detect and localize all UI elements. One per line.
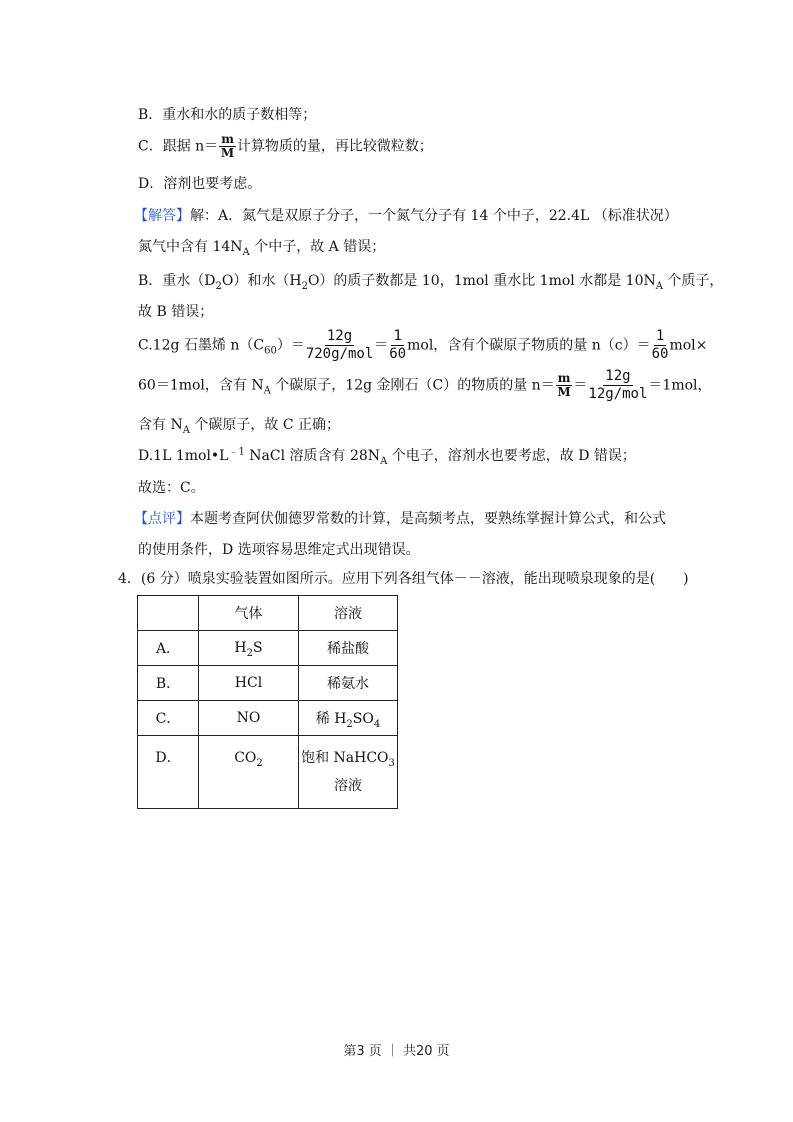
subscript: 2: [215, 280, 222, 292]
text: mol×: [669, 337, 708, 354]
subscript: 3: [388, 757, 395, 769]
answer-line-4: 故 B 错误；: [138, 304, 214, 320]
hint-c-pre: C．跟据 n＝: [138, 138, 219, 155]
fraction: [389, 328, 406, 363]
text: D.1L 1mol•L: [138, 448, 229, 464]
subscript: 2: [301, 280, 308, 292]
option-cell: B．: [138, 666, 199, 701]
comment-text: 本题考查阿伏伽德罗常数的计算，是高频考点，要熟练掌握计算公式，和公式: [190, 511, 666, 527]
subscript: 2: [256, 757, 263, 769]
option-cell: C．: [138, 701, 199, 736]
table-row: [138, 666, 398, 701]
answer-line-8: [138, 447, 636, 465]
table-row: [138, 736, 398, 809]
text: O）的质子数都是 10，1mol 重水比 1mol 水都是 10N: [307, 273, 656, 289]
hint-d: D．溶剂也要考虑。: [138, 176, 262, 192]
answer-line-1: [134, 207, 678, 225]
text: ＝1mol，: [648, 377, 712, 394]
text: B．重水（D: [138, 273, 216, 289]
text: 溶液: [334, 778, 362, 794]
text: 饱和 NaHCO: [301, 750, 389, 766]
fraction-numerator: m: [557, 371, 571, 385]
table-header-row: [138, 596, 398, 631]
formula-fraction: [219, 133, 236, 160]
text: CO: [234, 750, 257, 766]
solution-cell: 稀盐酸: [299, 631, 398, 666]
text: 个电子，溶剂水也要考虑，故 D 错误；: [387, 448, 636, 464]
text: C.12g 石墨烯 n（C: [138, 337, 265, 354]
subscript: A: [380, 455, 388, 467]
answer-line-9: 故选：C。: [138, 480, 205, 496]
fraction-denominator: 720g/mol: [305, 346, 374, 362]
fraction-denominator: M: [557, 385, 571, 399]
fraction: [652, 328, 669, 363]
header-cell: 气体: [199, 596, 299, 631]
text: NaCl 溶质含有 28N: [244, 448, 381, 464]
gas-cell: HCl: [199, 666, 299, 701]
fraction: [588, 368, 647, 403]
subscript: A: [182, 424, 190, 436]
table-row: [138, 701, 398, 736]
option-cell: D．: [138, 736, 199, 809]
fraction-denominator: M: [220, 146, 235, 160]
fraction-denominator: 60: [389, 346, 407, 362]
hint-c-post: 计算物质的量，再比较微粒数；: [236, 138, 433, 155]
solution-cell: [299, 736, 398, 809]
options-table: [137, 595, 398, 809]
subscript: A: [242, 246, 250, 258]
answer-tag: 【解答】: [134, 208, 190, 224]
header-cell: 溶液: [299, 596, 398, 631]
answer-line-3: [138, 272, 723, 290]
text: 个碳原子，故 C 正确；: [189, 417, 340, 433]
fraction: [306, 328, 373, 363]
page-footer: 第3 页 ｜ 共20 页: [343, 1044, 450, 1059]
gas-cell: [199, 631, 299, 666]
text: ＝: [573, 377, 588, 394]
subscript: A: [655, 280, 663, 292]
table-row: [138, 631, 398, 666]
text: 稀 H: [315, 711, 347, 727]
solution-cell: 稀氨水: [299, 666, 398, 701]
text: 个质子，: [662, 273, 724, 289]
answer-text: 解：A．氮气是双原子分子，一个氮气分子有 14 个中子，22.4L （标准状况）: [190, 208, 678, 224]
option-cell: A．: [138, 631, 199, 666]
text: H: [234, 640, 247, 656]
fraction-numerator: 12g: [326, 328, 353, 344]
text: ＝: [374, 337, 389, 354]
hint-b: B．重水和水的质子数相等；: [138, 107, 317, 123]
fraction-numerator: m: [221, 132, 234, 146]
comment-line-1: [134, 510, 666, 528]
answer-line-7: [138, 416, 340, 434]
answer-line-5: [138, 328, 707, 363]
fraction-denominator: 12g/mol: [588, 386, 648, 402]
gas-cell: NO: [199, 701, 299, 736]
answer-line-2: [138, 238, 385, 256]
text: 含有 N: [138, 417, 183, 433]
question-4-stem: 4．(6 分）喷泉实验装置如图所示。应用下列各组气体－－溶液，能出现喷泉现象的是( ): [118, 571, 689, 587]
answer-line-6: [138, 368, 712, 403]
text: 个中子，故 A 错误；: [249, 239, 386, 255]
text: ）＝: [276, 337, 305, 354]
comment-tag: 【点评】: [134, 511, 190, 527]
fraction-denominator: 60: [651, 346, 669, 362]
subscript: 2: [246, 647, 253, 659]
hint-c: [138, 133, 433, 160]
fraction-numerator: 1: [655, 328, 665, 344]
text: SO: [352, 711, 374, 727]
header-cell: [138, 596, 199, 631]
text: 个碳原子，12g 金刚石（C）的物质的量 n＝: [270, 377, 555, 394]
solution-cell: [299, 701, 398, 736]
superscript: ﹣1: [228, 446, 245, 458]
text: S: [253, 640, 263, 656]
text: 氮气中含有 14N: [138, 239, 243, 255]
subscript: A: [263, 385, 271, 397]
fraction: [556, 372, 573, 399]
subscript: 4: [373, 718, 381, 730]
gas-cell: [199, 736, 299, 809]
subscript: 2: [346, 718, 353, 730]
text: mol，含有个碳原子物质的量 n（c）＝: [407, 337, 651, 354]
comment-line-2: 的使用条件，D 选项容易思维定式出现错误。: [138, 542, 420, 558]
text: 60＝1mol，含有 N: [138, 377, 264, 394]
fraction-numerator: 12g: [605, 368, 631, 384]
fraction-numerator: 1: [393, 328, 402, 344]
text: O）和水（H: [221, 273, 302, 289]
subscript: 60: [264, 345, 277, 357]
